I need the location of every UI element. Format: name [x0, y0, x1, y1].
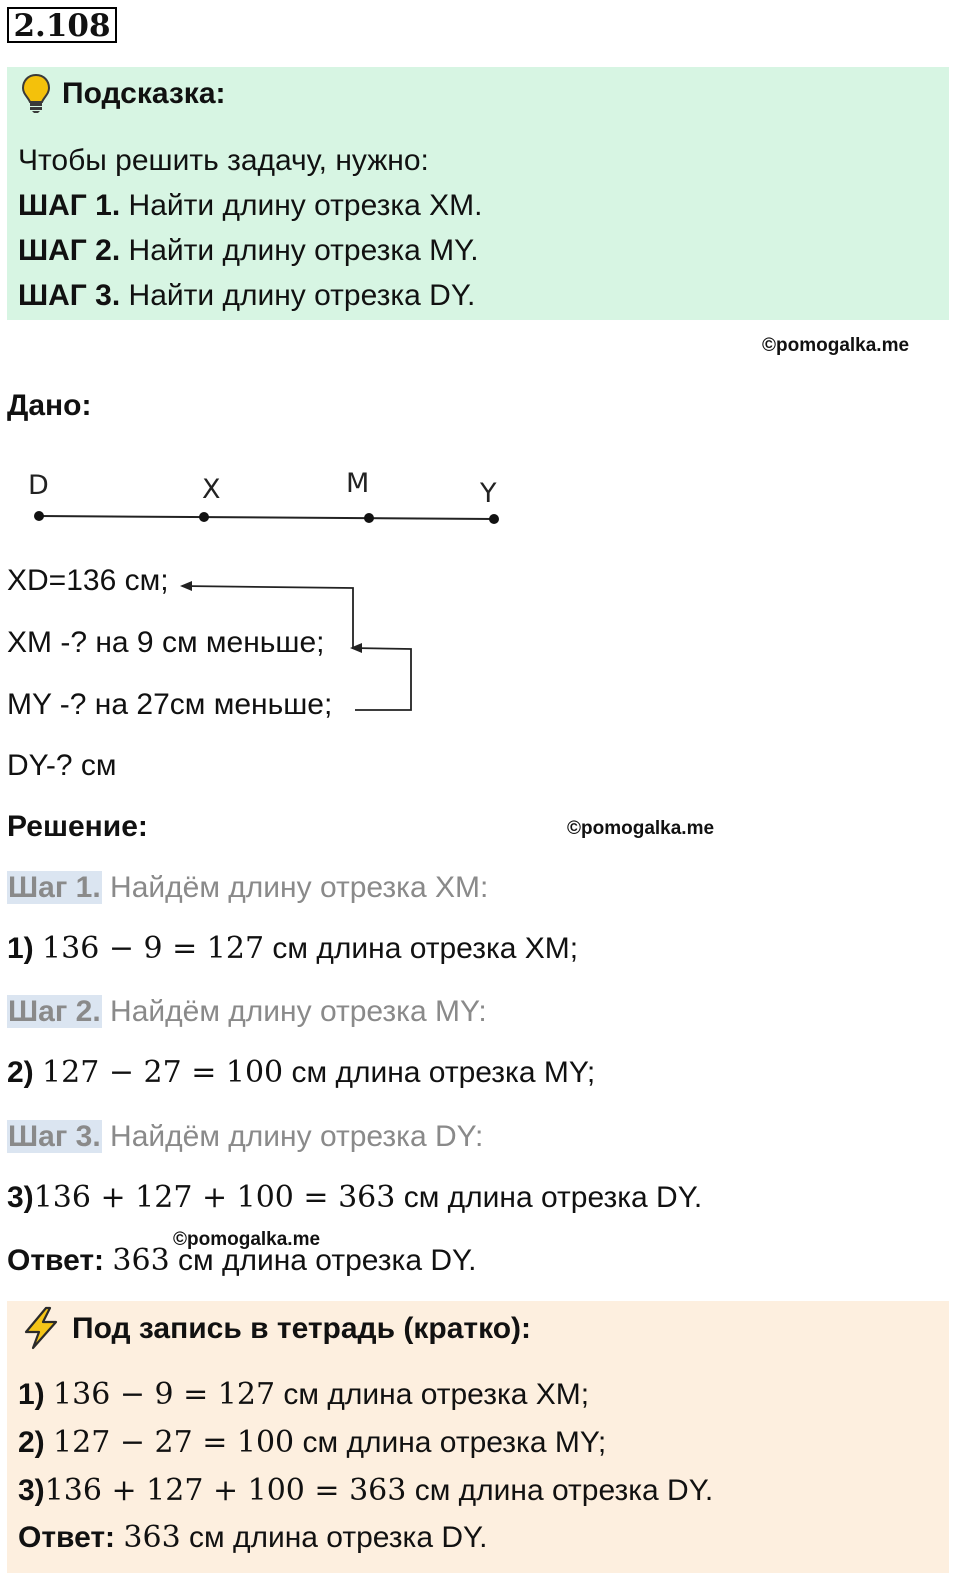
given-line-4: DY-? см — [7, 749, 117, 782]
point-y — [489, 514, 499, 524]
lightbulb-icon — [20, 72, 52, 119]
calc-result: см длина отрезка MY; — [283, 1056, 596, 1089]
lightning-icon — [20, 1306, 62, 1355]
calc-number: 2) — [18, 1426, 45, 1459]
solution-step-1-calc — [7, 931, 578, 967]
calc-number: 2) — [7, 1056, 34, 1089]
given-line-3: MY -? на 27см меньше; — [7, 688, 333, 721]
short-line-1 — [18, 1377, 589, 1413]
point-label-m: M — [346, 468, 370, 499]
calc-number: 3) — [18, 1474, 45, 1507]
step-text: Найдём длину отрезка DY: — [101, 1120, 484, 1153]
hint-intro: Чтобы решить задачу, нужно: — [18, 144, 429, 177]
segment-line — [39, 516, 494, 519]
point-m — [364, 513, 374, 523]
hint-step-text: Найти длину отрезка MY. — [120, 234, 479, 267]
answer-label: Ответ: — [18, 1521, 116, 1554]
answer-value: 363 — [123, 1520, 181, 1555]
step-label: Шаг 2. — [8, 995, 101, 1028]
solution-answer — [7, 1243, 476, 1279]
point-d — [34, 511, 44, 521]
hint-step-label: ШАГ 3. — [18, 279, 121, 312]
hint-step-2 — [18, 233, 479, 269]
watermark: ©pomogalka.me — [762, 335, 910, 356]
point-x — [199, 512, 209, 522]
short-answer — [18, 1520, 487, 1556]
short-title: Под запись в тетрадь (кратко): — [72, 1312, 532, 1345]
calc-expression: 136 + 127 + 100 = 363 — [33, 1180, 396, 1215]
solution-step-2-title — [7, 994, 487, 1030]
solution-step-3-calc — [7, 1180, 702, 1216]
hint-step-1 — [18, 188, 483, 224]
given-line-2: XM -? на 9 см меньше; — [7, 626, 325, 659]
calc-result: см длина отрезка MY; — [294, 1426, 607, 1459]
answer-label: Ответ: — [7, 1244, 105, 1277]
calc-result: см длина отрезка DY. — [406, 1474, 714, 1507]
answer-text: см длина отрезка DY. — [180, 1521, 488, 1554]
given-line-1: XD=136 см; — [7, 564, 169, 597]
answer-text: см длина отрезка DY. — [169, 1244, 477, 1277]
watermark: ©pomogalka.me — [567, 818, 715, 839]
relation-arrows — [0, 570, 430, 720]
solution-step-2-calc — [7, 1055, 595, 1091]
calc-result: см длина отрезка XM; — [275, 1378, 590, 1411]
problem-number: 2.108 — [7, 7, 117, 43]
short-line-2 — [18, 1425, 606, 1461]
calc-expression: 127 − 27 = 100 — [53, 1425, 295, 1460]
calc-number: 1) — [7, 932, 34, 965]
solution-heading: Решение: — [7, 810, 148, 843]
hint-title: Подсказка: — [62, 77, 226, 110]
hint-step-label: ШАГ 2. — [18, 234, 121, 267]
step-label: Шаг 1. — [8, 871, 101, 904]
point-label-x: X — [202, 474, 221, 505]
hint-step-text: Найти длину отрезка DY. — [120, 279, 476, 312]
calc-expression: 127 − 27 = 100 — [42, 1055, 284, 1090]
solution-step-1-title — [7, 870, 488, 906]
calc-result: см длина отрезка XM; — [264, 932, 579, 965]
hint-step-text: Найти длину отрезка XM. — [120, 189, 483, 222]
hint-step-3 — [18, 278, 475, 314]
answer-value: 363 — [112, 1243, 170, 1278]
step-text: Найдём длину отрезка XM: — [101, 871, 489, 904]
calc-expression: 136 − 9 = 127 — [53, 1377, 276, 1412]
step-label: Шаг 3. — [8, 1120, 101, 1153]
watermark: ©pomogalka.me — [173, 1229, 321, 1250]
solution-step-3-title — [7, 1119, 483, 1155]
calc-expression: 136 + 127 + 100 = 363 — [44, 1473, 407, 1508]
point-label-d: D — [28, 470, 49, 501]
segment-diagram — [0, 460, 520, 535]
step-text: Найдём длину отрезка MY: — [101, 995, 487, 1028]
hint-step-label: ШАГ 1. — [18, 189, 121, 222]
calc-result: см длина отрезка DY. — [395, 1181, 703, 1214]
calc-expression: 136 − 9 = 127 — [42, 931, 265, 966]
short-line-3 — [18, 1473, 713, 1509]
calc-number: 3) — [7, 1181, 34, 1214]
given-heading: Дано: — [7, 389, 92, 422]
point-label-y: Y — [480, 478, 497, 509]
calc-number: 1) — [18, 1378, 45, 1411]
